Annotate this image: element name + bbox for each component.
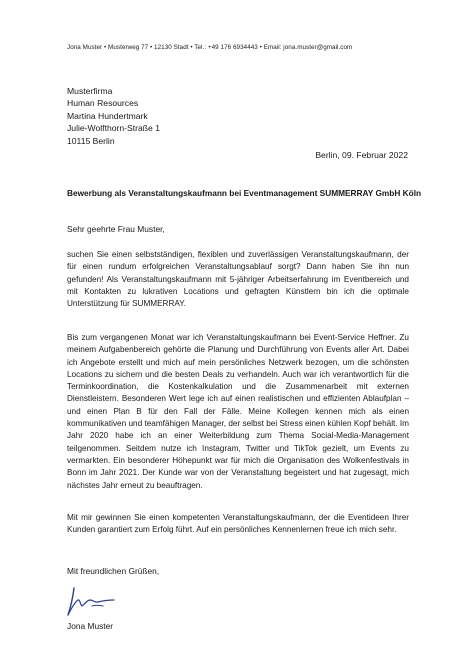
salutation: Sehr geehrte Frau Muster, xyxy=(67,224,165,234)
signer-name: Jona Muster xyxy=(67,621,114,631)
sender-address-line: Jona Muster • Musterweg 77 • 12130 Stadt • Tel.: +49 176 6934443 • Email: jona.muster@gmail.com xyxy=(67,44,353,51)
recipient-address-block xyxy=(67,85,160,147)
letter-date: Berlin, 09. Februar 2022 xyxy=(315,150,408,160)
recipient-name: Martina Hundertmark xyxy=(67,110,148,121)
recipient-street: Julie-Wolfthorn-Straße 1 xyxy=(67,123,160,134)
closing-phrase: Mit freundlichen Grüßen, xyxy=(67,566,160,576)
letter-subject: Bewerbung als Veranstaltungskaufmann bei Eventmanagement SUMMERRAY GmbH Köln xyxy=(67,188,422,198)
body-paragraph-experience: Bis zum vergangenen Monat war ich Veranstaltungskaufmann bei Event-Service Heffner. Zu meinem Aufgabenbereich gehörte die Planung und Durchführung von Events aller Art. Dabei ich Angebote erstellt und mich auf mein persönliches Netzwerk bezogen, um die schönsten Locations zu sichern und die besten Deals zu verhandeln. Auch war ich verantwortlich für die Terminkoordination, die Kostenkalkulation und die Zusammenarbeit mit externen Dienstleistern. Besonderen Wert lege ich auf einen realistischen und effizienten Ablaufplan – und einen Plan B für den Fall der Fälle. Meine Kollegen kennen mich als einen kommunikativen und teamfähigen Manager, der selbst bei Stress einen kühlen Kopf behält. Im Jahr 2020 habe ich an einer Weiterbildung zum Thema Social-Media-Management teilgenommen. Seitdem nutze ich Instagram, Twitter und TikTok gezielt, um Events zu vermarkten. Ein besonderer Höhepunkt war für mich die Organisation des Wolkenfestivals in Bonn im Jahr 2021. Der Kunde war von der Veranstaltung begeistert und hat zugesagt, mich nächstes Jahr erneut zu beauftragen. xyxy=(67,333,409,490)
recipient-city: 10115 Berlin xyxy=(67,135,115,146)
recipient-department: Human Resources xyxy=(67,98,139,109)
handwritten-signature xyxy=(62,582,132,618)
body-paragraph-intro: suchen Sie einen selbstständigen, flexiblen und zuverlässigen Veranstaltungskaufmann, der für einen rundum erfolgreichen Veranstaltungsablauf sorgt? Dann haben Sie ihn nun gefunden! Als Veranstaltungskaufmann mit 5-jähriger Arbeitserfahrung im Eventbereich und mit Kontakten zu lukrativen Locations und gefragten Künstlern bin ich die optimale Unterstützung für SUMMERRAY. xyxy=(67,250,409,309)
body-paragraph-closing: Mit mir gewinnen Sie einen kompetenten Veranstaltungskaufmann, der die Eventideen Ihrer Kunden garantiert zum Erfolg führt. Auf ein persönliches Kennenlernen freue ich mich sehr. xyxy=(67,513,409,535)
recipient-company: Musterfirma xyxy=(67,86,113,96)
